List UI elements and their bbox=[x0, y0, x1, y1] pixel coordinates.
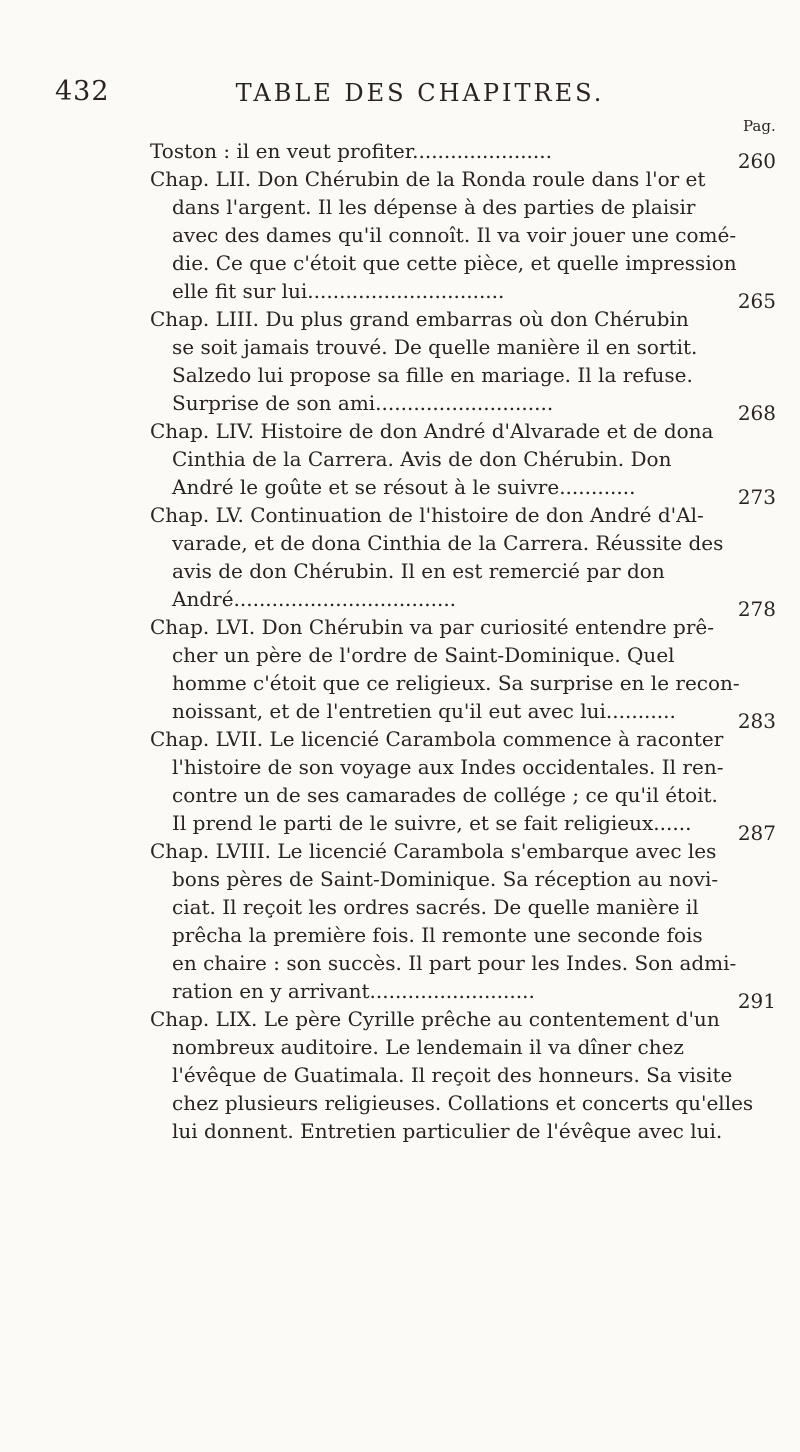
toc-entry-line: Toston : il en veut profiter...................... 260 bbox=[150, 139, 776, 173]
running-title: TABLE DES CHAPITRES. bbox=[235, 79, 605, 107]
toc-entry-line: Cinthia de la Carrera. Avis de don Chérubin. Don bbox=[172, 447, 672, 471]
toc-entry-line: nombreux auditoire. Le lendemain il va dîner chez bbox=[172, 1035, 684, 1059]
toc-entry-line: dans l'argent. Il les dépense à des parties de plaisir bbox=[172, 195, 696, 219]
toc-page-number: 278 bbox=[737, 597, 776, 621]
toc-entry bbox=[150, 613, 776, 733]
toc-entry-line: noissant, et de l'entretien qu'il eut avec lui........... 283 bbox=[172, 699, 776, 733]
toc-entry-line: chez plusieurs religieuses. Collations et concerts qu'elles bbox=[172, 1091, 754, 1115]
table-of-contents bbox=[150, 137, 776, 1145]
toc-entry bbox=[150, 501, 776, 621]
pag-label: Pag. bbox=[743, 117, 776, 135]
toc-entry-line: l'histoire de son voyage aux Indes occidentales. Il ren- bbox=[172, 755, 724, 779]
toc-entry-line: avis de don Chérubin. Il en est remercié par don bbox=[172, 559, 665, 583]
toc-entry-line: Surprise de son ami............................ 268 bbox=[172, 391, 776, 425]
toc-entry-line: elle fit sur lui............................... 265 bbox=[172, 279, 776, 313]
toc-page-number: 273 bbox=[737, 485, 776, 509]
toc-entry-line: Chap. LVII. Le licencié Carambola commence à raconter bbox=[150, 727, 724, 751]
toc-entry bbox=[150, 837, 776, 1013]
toc-entry-line: contre un de ses camarades de collége ; ce qu'il étoit. bbox=[172, 783, 718, 807]
toc-entry-line: ciat. Il reçoit les ordres sacrés. De quelle manière il bbox=[172, 895, 699, 919]
toc-entry bbox=[150, 417, 776, 509]
toc-entry-line: Chap. LVIII. Le licencié Carambola s'embarque avec les bbox=[150, 839, 717, 863]
toc-entry-line: l'évêque de Guatimala. Il reçoit des honneurs. Sa visite bbox=[172, 1063, 733, 1087]
toc-entry bbox=[150, 1005, 754, 1145]
toc-entry-line: lui donnent. Entretien particulier de l'évêque avec lui. bbox=[172, 1119, 723, 1143]
toc-entry-line: die. Ce que c'étoit que cette pièce, et quelle impression bbox=[172, 251, 737, 275]
toc-entry-line: en chaire : son succès. Il part pour les Indes. Son admi- bbox=[172, 951, 737, 975]
toc-entry-line: varade, et de dona Cinthia de la Carrera. Réussite des bbox=[172, 531, 724, 555]
toc-entry-line: André................................... 278 bbox=[172, 587, 776, 621]
toc-entry-line: Chap. LV. Continuation de l'histoire de don André d'Al- bbox=[150, 503, 704, 527]
toc-entry-line: se soit jamais trouvé. De quelle manière il en sortit. bbox=[172, 335, 698, 359]
toc-entry-line: Chap. LIX. Le père Cyrille prêche au contentement d'un bbox=[150, 1007, 720, 1031]
toc-page-number: 283 bbox=[737, 709, 776, 733]
toc-page-number: 291 bbox=[737, 989, 776, 1013]
toc-entry-line: Il prend le parti de le suivre, et se fait religieux...... 287 bbox=[172, 811, 776, 845]
toc-entry-line: prêcha la première fois. Il remonte une seconde fois bbox=[172, 923, 703, 947]
toc-entry-line: avec des dames qu'il connoît. Il va voir jouer une comé- bbox=[172, 223, 737, 247]
toc-entry-line: André le goûte et se résout à le suivre............ 273 bbox=[172, 475, 776, 509]
page-number: 432 bbox=[55, 76, 110, 107]
toc-entry-line: homme c'étoit que ce religieux. Sa surprise en le recon- bbox=[172, 671, 740, 695]
toc-page-number: 287 bbox=[737, 821, 776, 845]
toc-entry-line: Chap. LVI. Don Chérubin va par curiosité entendre prê- bbox=[150, 615, 714, 639]
toc-entry-line: cher un père de l'ordre de Saint-Dominique. Quel bbox=[172, 643, 675, 667]
toc-entry bbox=[150, 725, 776, 845]
toc-entry-line: Chap. LIII. Du plus grand embarras où don Chérubin bbox=[150, 307, 689, 331]
toc-page-number: 260 bbox=[737, 149, 776, 173]
toc-entry bbox=[150, 137, 776, 173]
toc-entry-line: Salzedo lui propose sa fille en mariage. Il la refuse. bbox=[172, 363, 693, 387]
toc-entry-line: bons pères de Saint-Dominique. Sa réception au novi- bbox=[172, 867, 719, 891]
toc-page-number: 265 bbox=[737, 289, 776, 313]
toc-entry-line: Chap. LII. Don Chérubin de la Ronda roule dans l'or et bbox=[150, 167, 706, 191]
toc-entry-line: ration en y arrivant.......................... 291 bbox=[172, 979, 776, 1013]
toc-entry-line: Chap. LIV. Histoire de don André d'Alvarade et de dona bbox=[150, 419, 714, 443]
toc-entry bbox=[150, 305, 776, 425]
toc-page-number: 268 bbox=[737, 401, 776, 425]
toc-entry bbox=[150, 165, 776, 313]
